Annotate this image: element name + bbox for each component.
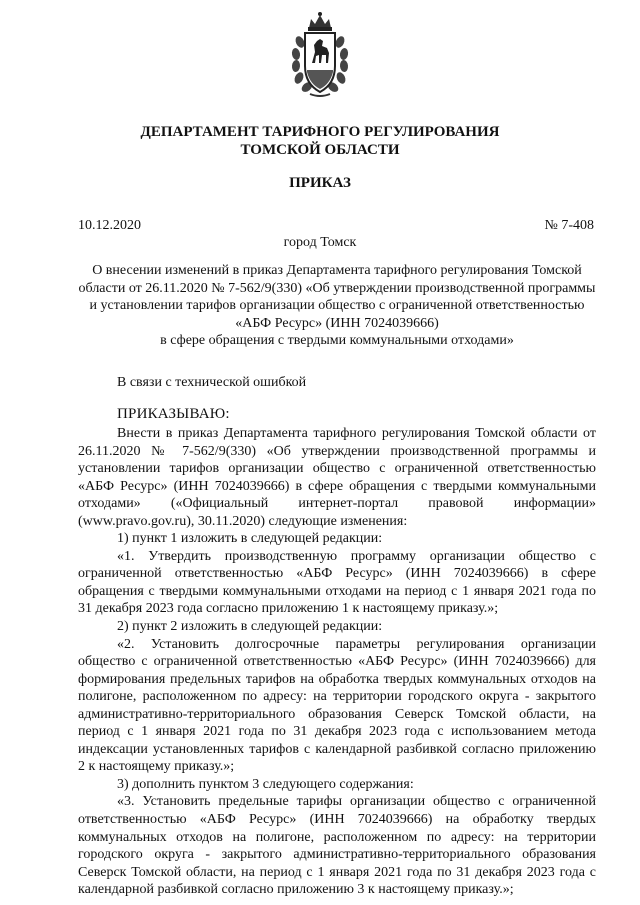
order-subject [78, 262, 596, 350]
paragraph-item-1-text [78, 548, 596, 618]
order-body [78, 425, 596, 899]
order-date: 10.12.2020 [78, 218, 141, 233]
text-line: административно-территориального образования Северск Томской области, на [78, 706, 596, 722]
document-type-title: ПРИКАЗ [289, 175, 351, 191]
text-line: (www.pravo.gov.ru), 30.11.2020) следующие изменения: [78, 513, 408, 529]
issue-city: город Томск [283, 235, 357, 250]
text-line: период с 1 января 2021 года по 31 декабря 2023 года с использованием метода [78, 724, 596, 740]
paragraph-item-2-text [78, 636, 596, 776]
text-line: общество с ограниченной ответственностью «АБФ Ресурс» (ИНН 7024039666) для [78, 654, 596, 670]
text-line: 26.11.2020 № 7-562/9(330) «Об утверждении производственной программы и [78, 443, 596, 459]
subject-line: и установлении тарифов организации общество с ограниченной ответственностью [89, 298, 585, 314]
text-line: 31 декабря 2023 года согласно приложению 1 к настоящему приказу.»; [78, 601, 499, 617]
order-number: № 7-408 [544, 218, 594, 233]
subject-line: в сфере обращения с твердыми коммунальными отходами» [160, 333, 514, 349]
paragraph-item-3-heading [78, 776, 596, 794]
paragraph-item-3-text [78, 793, 596, 898]
text-line: установлении тарифов организации общество с ограниченной ответственностью [78, 461, 596, 477]
paragraph-item-2-heading [78, 618, 596, 636]
text-line: ответственностью «АБФ Ресурс» (ИНН 7024039666) на обработку твердых [78, 812, 596, 828]
paragraph-amendment-intro [78, 425, 596, 530]
text-line: отходами» («Официальный интернет-портал правовой информации» [78, 496, 596, 512]
text-line: «1. Утвердить производственную программу организации общество с [117, 548, 596, 564]
text-line: «АБФ Ресурс» (ИНН 7024039666) в сфере обращения с твердыми коммунальными [78, 478, 596, 494]
text-line: формирования предельных тарифов на обработка твердых коммунальных отходов на [78, 671, 596, 687]
text-line: городского округа - закрытого административно-территориального образования [78, 847, 596, 863]
text-line: 2 к настоящему приказу.»; [78, 759, 235, 775]
text-line: 3) дополнить пунктом 3 следующего содержания: [117, 776, 414, 792]
text-line: календарной разбивкой согласно приложению 3 к настоящему приказу.»; [78, 882, 514, 898]
text-line: 1) пункт 1 изложить в следующей редакции: [117, 531, 383, 547]
paragraph-item-1-heading [78, 530, 596, 548]
department-name-line2: ТОМСКОЙ ОБЛАСТИ [240, 142, 400, 158]
text-line: обращения с твердыми коммунальными отходами на период с 1 января 2021 года по [78, 583, 596, 599]
department-name-line1: ДЕПАРТАМЕНТ ТАРИФНОГО РЕГУЛИРОВАНИЯ [140, 124, 500, 140]
text-line: полигоне, расположенном по адресу: на территории городского округа - закрытого [78, 689, 596, 705]
subject-line: О внесении изменений в приказ Департамента тарифного регулирования Томской [92, 263, 582, 278]
command-word: ПРИКАЗЫВАЮ: [117, 406, 230, 422]
text-line: индексации установленных тарифов с календарной разбивкой согласно приложению [78, 741, 596, 757]
text-line: ограниченной ответственностью «АБФ Ресурс» (ИНН 7024039666) в сфере [78, 566, 596, 582]
subject-line: «АБФ Ресурс» (ИНН 7024039666) [235, 315, 439, 331]
text-line: коммунальных отходов на полигоне, расположенном по адресу: на территории [78, 829, 596, 845]
text-line: 2) пункт 2 изложить в следующей редакции: [117, 619, 383, 635]
coat-of-arms-icon [288, 8, 352, 100]
subject-line: области от 26.11.2020 № 7-562/9(330) «Об утверждении производственной программы [78, 280, 596, 296]
text-line: Внести в приказ Департамента тарифного регулирования Томской области от [117, 426, 596, 441]
reason-text: В связи с технической ошибкой [117, 375, 307, 390]
text-line: Северск Томской области, на период с 1 января 2021 года по 31 декабря 2023 года с [78, 864, 596, 880]
text-line: «2. Установить долгосрочные параметры регулирования организации [117, 636, 596, 652]
text-line: «3. Установить предельные тарифы организации общество с ограниченной [117, 794, 596, 810]
